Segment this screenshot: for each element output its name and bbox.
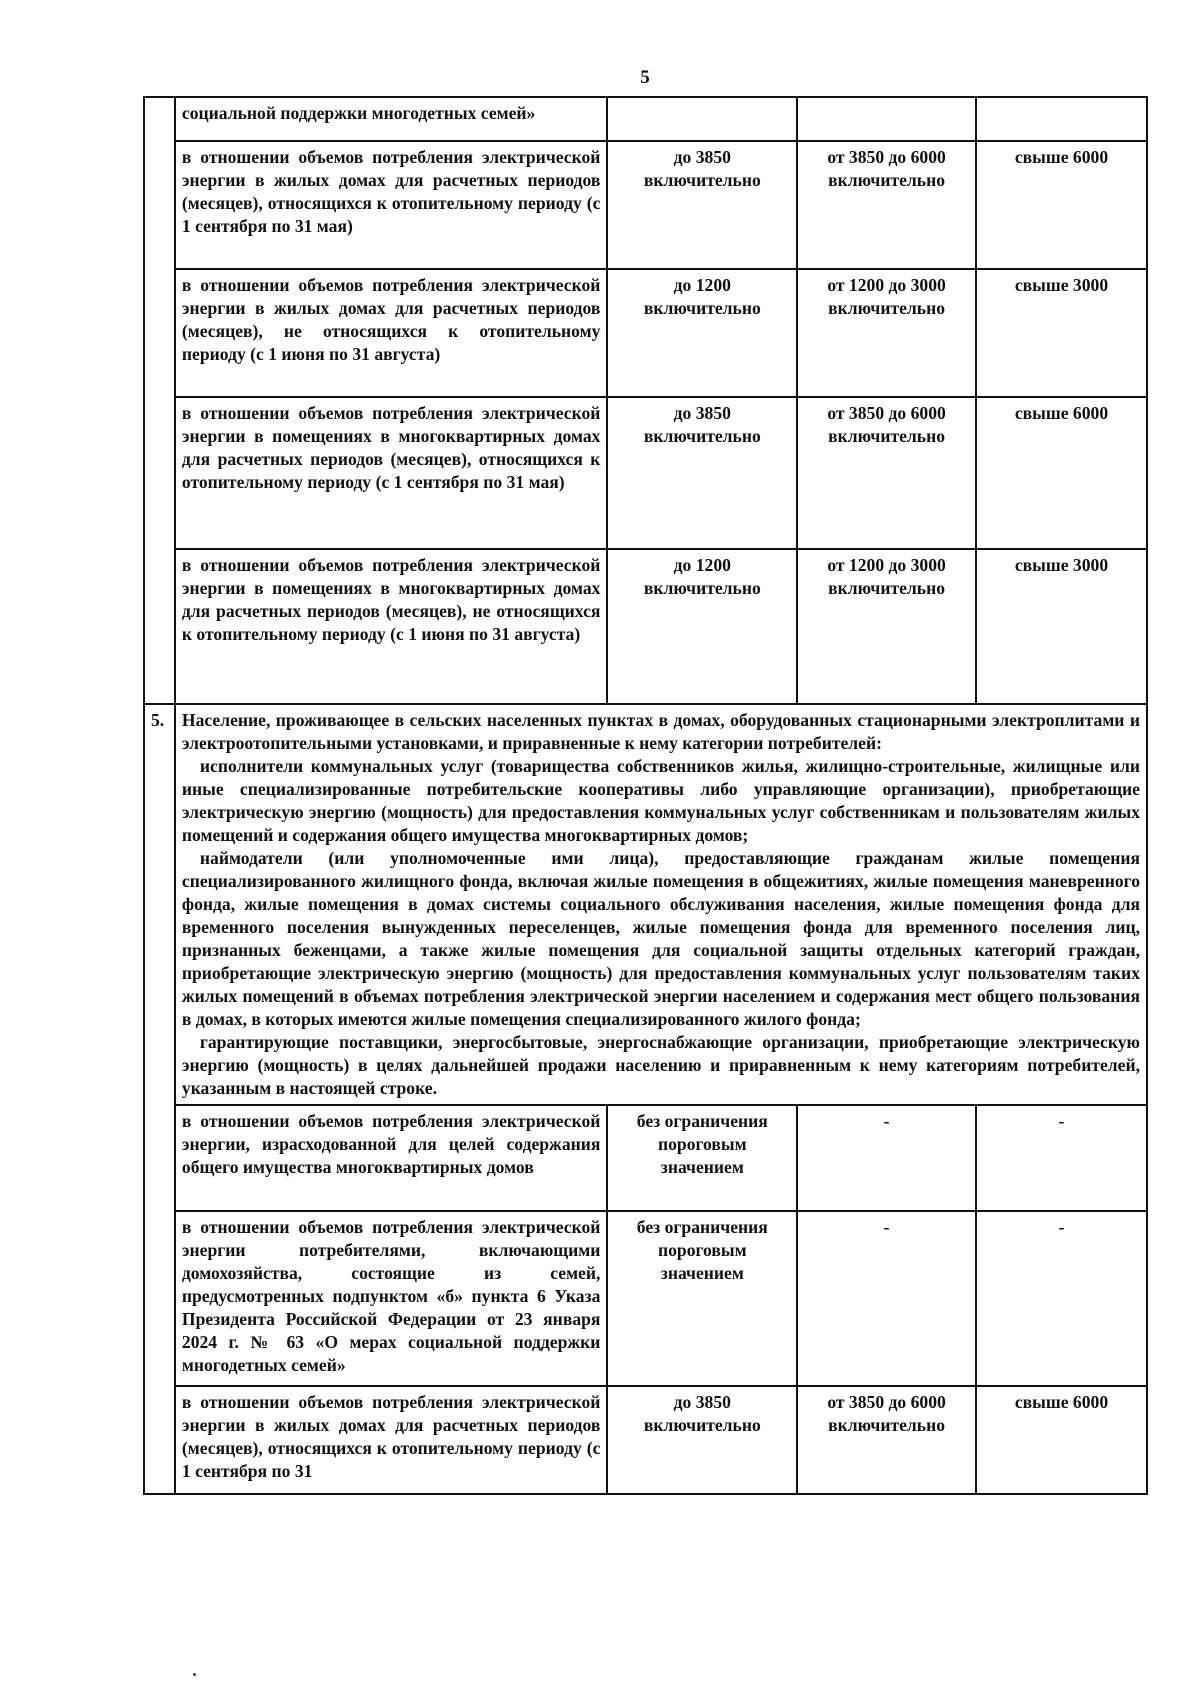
consumption-description: в отношении объемов потребления электрической энергии в жилых домах для расчетных периодов (месяцев), относящихся к отопительному периоду (с 1 сентября по 31 мая) [175, 141, 608, 269]
threshold-range-2: от 3850 до 6000 включительно [797, 141, 976, 269]
threshold-range-3: - [976, 1105, 1147, 1211]
threshold-range-2: - [797, 1211, 976, 1386]
threshold-range-3: свыше 6000 [976, 141, 1147, 269]
table-row [144, 1211, 1147, 1386]
threshold-range-3: свыше 6000 [976, 397, 1147, 549]
section-paragraph: исполнители коммунальных услуг (товарищества собственников жилья, жилищно-строительные, жилищные или иные специализированные потребительские кооперативы либо управляющие организации), приобретающие электрическую энергию (мощность) для предоставления коммунальных услуг собственникам и пользователям жилых помещений и содержания общего имущества многоквартирных домов; [181, 756, 1140, 845]
row-number-cell [144, 97, 175, 704]
section-number: 5. [144, 704, 175, 1494]
threshold-range-1: до 3850 включительно [607, 141, 797, 269]
section-paragraph: гарантирующие поставщики, энергосбытовые, энергоснабжающие организации, приобретающие электрическую энергию (мощность) в целях дальнейшей продажи населению и приравненным к нему категориям потребителей, указанным в настоящей строке. [181, 1032, 1140, 1098]
section-paragraph: наймодатели (или уполномоченные ими лица), предоставляющие гражданам жилые помещения специализированного жилищного фонда, включая жилые помещения в общежитиях, жилые помещения маневренного фонда, жилые помещения в домах системы социального обслуживания населения, жилые помещения фонда для временного поселения вынужденных переселенцев, жилые помещения фонда для временного поселения лиц, признанных беженцами, а также жилые помещения для социальной защиты отдельных категорий граждан, приобретающие электрическую энергию (мощность) для предоставления коммунальных услуг пользователям таких жилых помещений в объемах потребления электрической энергии населением и содержания мест общего пользования в домах, в которых имеются жилые помещения специализированного жилого фонда; [181, 848, 1140, 1029]
threshold-range-3: свыше 6000 [976, 1386, 1147, 1494]
threshold-range-1: до 1200 включительно [607, 549, 797, 704]
threshold-range-3: свыше 3000 [976, 269, 1147, 397]
section-paragraph: Население, проживающее в сельских населенных пунктах в домах, оборудованных стационарными электроплитами и электроотопительными установками, и приравненные к нему категории потребителей: [181, 710, 1140, 753]
table-row [144, 1386, 1147, 1494]
threshold-range-1 [607, 97, 797, 141]
tariff-table [143, 96, 1148, 1495]
threshold-range-3: - [976, 1211, 1147, 1386]
consumption-description: в отношении объемов потребления электрической энергии в жилых домах для расчетных периодов (месяцев), относящихся к отопительному периоду (с 1 сентября по 31 [175, 1386, 608, 1494]
threshold-range-1: до 3850 включительно [607, 397, 797, 549]
threshold-range-3 [976, 97, 1147, 141]
scan-speck [193, 1673, 196, 1676]
threshold-range-2: от 1200 до 3000 включительно [797, 549, 976, 704]
threshold-range-1: без ограничения пороговым значением [607, 1211, 797, 1386]
threshold-range-2 [797, 97, 976, 141]
table-row [144, 397, 1147, 549]
threshold-range-2: от 3850 до 6000 включительно [797, 397, 976, 549]
table-row [144, 97, 1147, 141]
table-row [144, 269, 1147, 397]
table-row [144, 1105, 1147, 1211]
threshold-range-1: до 1200 включительно [607, 269, 797, 397]
threshold-range-2: - [797, 1105, 976, 1211]
section-5-text [175, 704, 1147, 1105]
page-number: 5 [640, 67, 650, 88]
table-row [144, 549, 1147, 704]
threshold-range-2: от 1200 до 3000 включительно [797, 269, 976, 397]
consumption-description: в отношении объемов потребления электрической энергии в помещениях в многоквартирных домах для расчетных периодов (месяцев), относящихся к отопительному периоду (с 1 сентября по 31 мая) [175, 397, 608, 549]
consumption-description: в отношении объемов потребления электрической энергии потребителями, включающими домохозяйства, состоящие из семей, предусмотренных подпунктом «б» пункта 6 Указа Президента Российской Федерации от 23 января 2024 г. № 63 «О мерах социальной поддержки многодетных семей» [175, 1211, 608, 1386]
consumption-description: в отношении объемов потребления электрической энергии в жилых домах для расчетных периодов (месяцев), не относящихся к отопительному периоду (с 1 июня по 31 августа) [175, 269, 608, 397]
consumption-description: социальной поддержки многодетных семей» [175, 97, 608, 141]
table-row [144, 704, 1147, 1105]
table-row [144, 141, 1147, 269]
threshold-range-3: свыше 3000 [976, 549, 1147, 704]
threshold-range-2: от 3850 до 6000 включительно [797, 1386, 976, 1494]
threshold-range-1: без ограничения пороговым значением [607, 1105, 797, 1211]
threshold-range-1: до 3850 включительно [607, 1386, 797, 1494]
consumption-description: в отношении объемов потребления электрической энергии в помещениях в многоквартирных домах для расчетных периодов (месяцев), не относящихся к отопительному периоду (с 1 июня по 31 августа) [175, 549, 608, 704]
consumption-description: в отношении объемов потребления электрической энергии, израсходованной для целей содержания общего имущества многоквартирных домов [175, 1105, 608, 1211]
